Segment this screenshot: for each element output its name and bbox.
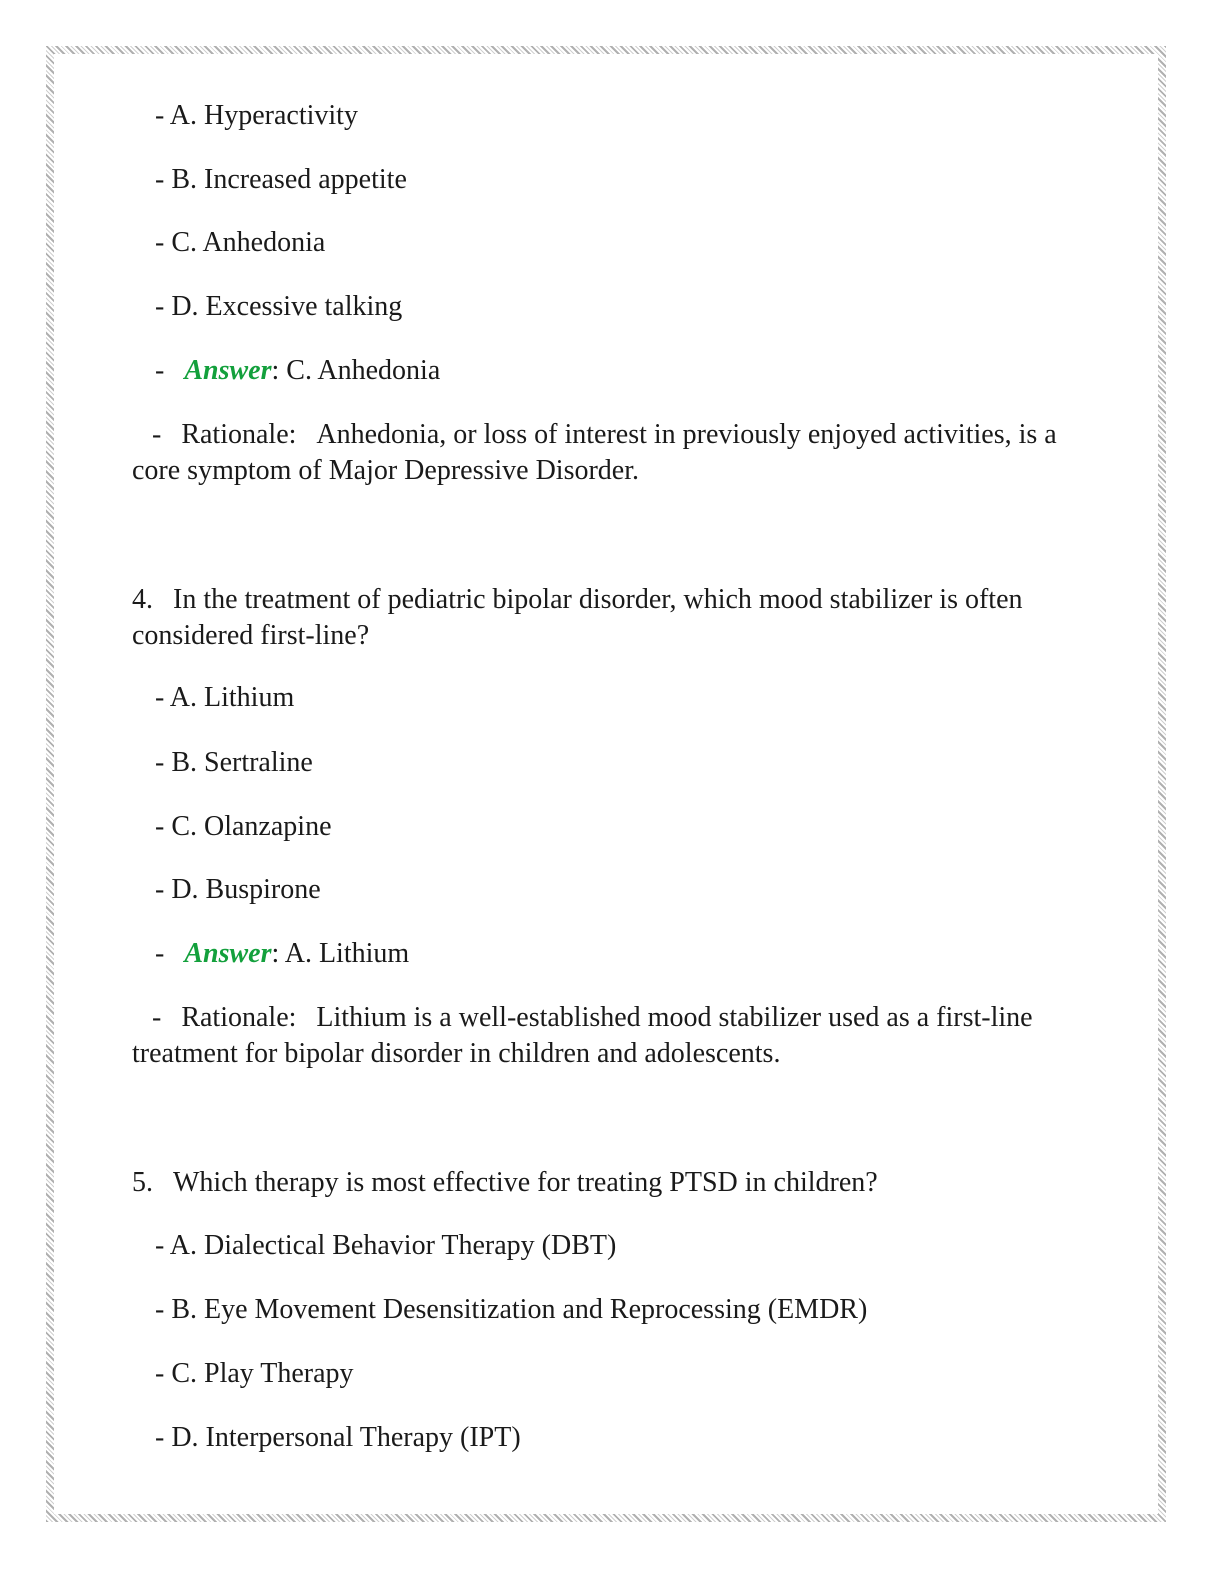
rationale-text: Lithium is a well-established mood stabilizer used as a first-line treatment for bipolar disorder in children and adolescents.	[132, 1002, 1033, 1069]
q4-question	[132, 582, 1080, 654]
q3-option-d: - D. Excessive talking	[155, 291, 403, 322]
rationale-label: Rationale:	[181, 1002, 297, 1033]
answer-word: Answer	[184, 938, 272, 969]
question-number: 5.	[132, 1167, 153, 1198]
q3-answer	[155, 353, 440, 389]
q5-option-b: - B. Eye Movement Desensitization and Reprocessing (EMDR)	[155, 1294, 868, 1325]
q4-option-a: - A. Lithium	[155, 682, 295, 713]
question-number: 4.	[132, 584, 153, 615]
q5-question	[132, 1165, 1080, 1201]
rationale-dash: -	[152, 419, 162, 450]
rationale-label: Rationale:	[181, 419, 297, 450]
answer-dash: -	[155, 355, 165, 386]
q3-rationale	[132, 417, 1080, 489]
q4-rationale	[132, 1000, 1080, 1072]
q4-option-d: - D. Buspirone	[155, 874, 321, 905]
q5-option-a: - A. Dialectical Behavior Therapy (DBT)	[155, 1230, 617, 1261]
question-text: In the treatment of pediatric bipolar disorder, which mood stabilizer is often considered first-line?	[132, 584, 1023, 651]
rationale-text: Anhedonia, or loss of interest in previously enjoyed activities, is a core symptom of Major Depressive Disorder.	[132, 419, 1057, 486]
q3-option-c: - C. Anhedonia	[155, 227, 326, 258]
q4-option-c: - C. Olanzapine	[155, 811, 332, 842]
answer-dash: -	[155, 938, 165, 969]
q4-option-b: - B. Sertraline	[155, 747, 313, 778]
q3-option-b: - B. Increased appetite	[155, 164, 407, 195]
answer-text: : C. Anhedonia	[271, 355, 441, 386]
question-text: Which therapy is most effective for treating PTSD in children?	[173, 1167, 878, 1198]
q4-answer	[155, 936, 409, 972]
answer-word: Answer	[184, 355, 272, 386]
rationale-dash: -	[152, 1002, 162, 1033]
answer-text: : A. Lithium	[271, 938, 410, 969]
q5-option-d: - D. Interpersonal Therapy (IPT)	[155, 1422, 521, 1453]
q5-option-c: - C. Play Therapy	[155, 1358, 354, 1389]
q3-option-a: - A. Hyperactivity	[155, 100, 358, 131]
